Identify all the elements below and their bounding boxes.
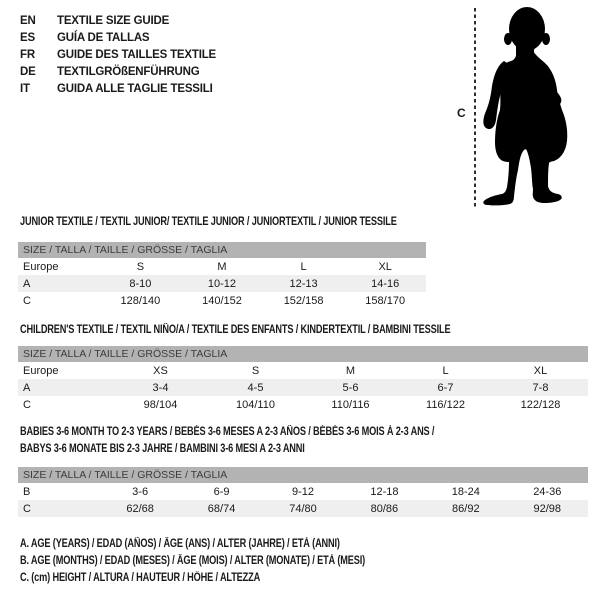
table-row [18, 362, 588, 379]
size-value-cell: XL [378, 260, 392, 273]
section-title-line: BABYS 3-6 MONATE BIS 2-3 JAHRE / BAMBINI 3-6 MESI A 2-3 ANNI [20, 443, 305, 455]
size-value-cell: 12-13 [289, 277, 318, 290]
size-value-cell: 10-12 [207, 277, 237, 290]
row-label: C [23, 502, 31, 515]
size-value-cell: 98/104 [143, 398, 178, 411]
size-value-cell: 152/158 [283, 294, 324, 307]
height-marker-label: C [457, 106, 466, 120]
section-title [18, 322, 588, 339]
language-title: GUIDA ALLE TAGLIE TESSILI [57, 83, 213, 95]
footnote-line: A. AGE (YEARS) / EDAD (AÑOS) / ÂGE (ANS) / ALTER (JAHRE) / ETÀ (ANNI) [20, 538, 340, 550]
language-code: ES [20, 32, 35, 44]
footnote-line: C. (cm) HEIGHT / ALTURA / HAUTEUR / HÖHE / ALTEZZA [20, 572, 261, 584]
size-header-bar: SIZE / TALLA / TAILLE / GRÖSSE / TAGLIA [18, 467, 588, 483]
size-value-cell: 74/80 [289, 502, 317, 515]
row-label: A [23, 381, 31, 394]
size-value-cell: 104/110 [236, 398, 275, 411]
section-title-line: BABIES 3-6 MONTH TO 2-3 YEARS / BEBÉS 3-6 MESES A 2-3 AÑOS / BÉBÉS 3-6 MOIS À 2-3 ANS / [20, 426, 435, 438]
size-value-cell: 12-18 [370, 485, 399, 498]
size-value-cell: L [300, 260, 307, 273]
size-table-section [18, 214, 426, 309]
language-row [20, 30, 216, 47]
language-row [20, 13, 216, 30]
language-row [20, 81, 216, 98]
row-label: C [23, 398, 31, 411]
table-row [18, 258, 426, 275]
size-header-bar: SIZE / TALLA / TAILLE / GRÖSSE / TAGLIA [18, 346, 588, 362]
table-row [18, 396, 588, 413]
size-value-cell: 6-7 [437, 381, 454, 394]
row-label: A [23, 277, 31, 290]
language-code: EN [20, 15, 36, 27]
size-value-cell: 7-8 [532, 381, 549, 394]
language-row [20, 47, 216, 64]
language-code: DE [20, 66, 36, 78]
section-title-line: CHILDREN'S TEXTILE / TEXTIL NIÑO/A / TEXTILE DES ENFANTS / KINDERTEXTIL / BAMBINI TESSILE [20, 324, 451, 336]
size-table [18, 346, 588, 413]
language-row [20, 64, 216, 81]
size-value-cell: 6-9 [213, 485, 230, 498]
row-label: Europe [23, 364, 59, 377]
size-value-cell: 158/170 [365, 294, 406, 307]
section-title [18, 214, 426, 231]
size-header-bar: SIZE / TALLA / TAILLE / GRÖSSE / TAGLIA [18, 242, 426, 258]
size-table-section [18, 322, 588, 413]
size-value-cell: 128/140 [120, 294, 161, 307]
language-code: IT [20, 83, 30, 95]
size-value-cell: 110/116 [331, 398, 370, 411]
size-value-cell: S [251, 364, 260, 377]
size-value-cell: M [217, 260, 227, 273]
size-value-cell: 5-6 [342, 381, 359, 394]
size-value-cell: S [136, 260, 145, 273]
size-value-cell: M [345, 364, 356, 377]
size-value-cell: 8-10 [129, 277, 152, 290]
size-table [18, 467, 588, 517]
row-label: B [23, 485, 31, 498]
language-title-list [20, 13, 216, 98]
size-value-cell: 122/128 [520, 398, 561, 411]
table-row [18, 275, 426, 292]
size-value-cell: 68/74 [207, 502, 236, 515]
row-label: C [23, 294, 31, 307]
size-value-cell: 80/86 [370, 502, 399, 515]
size-value-cell: L [442, 364, 449, 377]
table-row [18, 292, 426, 309]
size-value-cell: 116/122 [426, 398, 465, 411]
baby-silhouette-image [455, 0, 600, 220]
section-title-line: JUNIOR TEXTILE / TEXTIL JUNIOR/ TEXTILE JUNIOR / JUNIORTEXTIL / JUNIOR TESSILE [20, 216, 397, 228]
size-value-cell: 140/152 [202, 294, 242, 307]
language-code: FR [20, 49, 35, 61]
size-value-cell: XL [533, 364, 548, 377]
size-value-cell: XS [153, 364, 168, 377]
row-label: Europe [23, 260, 59, 273]
size-value-cell: 3-4 [152, 381, 169, 394]
size-value-cell: 62/68 [126, 502, 154, 515]
size-value-cell: 92/98 [533, 502, 562, 515]
size-value-cell: 86/92 [452, 502, 480, 515]
size-table [18, 242, 426, 309]
language-title: TEXTILE SIZE GUIDE [57, 15, 170, 27]
size-value-cell: 24-36 [533, 485, 562, 498]
table-row [18, 483, 588, 500]
size-table-section [18, 424, 588, 517]
language-title: GUÍA DE TALLAS [57, 32, 150, 44]
language-title: GUIDE DES TAILLES TEXTILE [57, 49, 216, 61]
size-value-cell: 3-6 [132, 485, 149, 498]
footnotes [20, 536, 451, 587]
section-title [18, 424, 588, 458]
table-row [18, 379, 588, 396]
size-value-cell: 4-5 [247, 381, 264, 394]
size-value-cell: 14-16 [371, 277, 400, 290]
size-value-cell: 9-12 [291, 485, 314, 498]
language-title: TEXTILGRÖßENFÜHRUNG [57, 66, 200, 78]
footnote-line: B. AGE (MONTHS) / EDAD (MESES) / ÂGE (MOIS) / ALTER (MONATE) / ETÀ (MESI) [20, 555, 366, 567]
size-value-cell: 18-24 [451, 485, 480, 498]
table-row [18, 500, 588, 517]
